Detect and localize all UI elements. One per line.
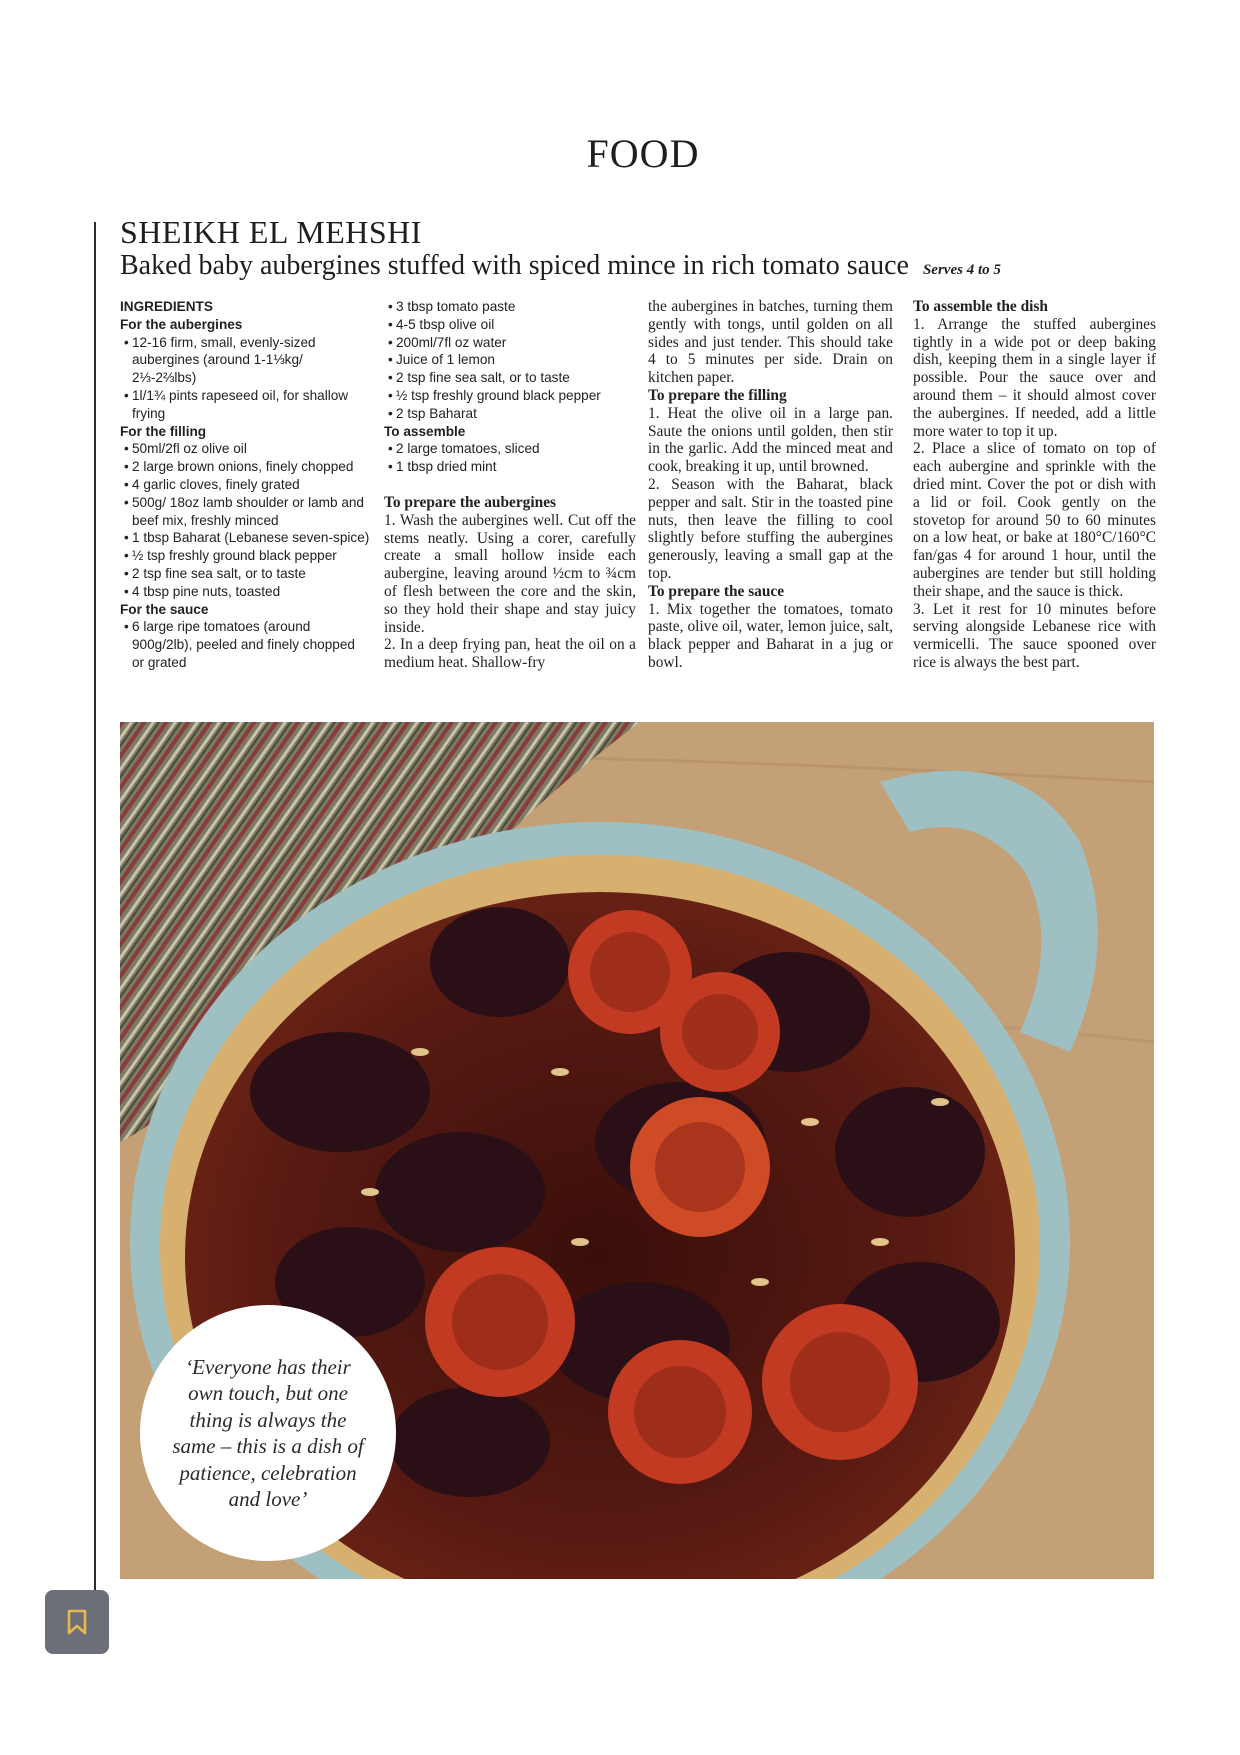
- list-item: • 2 tsp fine sea salt, or to taste: [120, 565, 370, 583]
- aubergines-heading: For the aubergines: [120, 316, 243, 332]
- sauce-list-part-1: [120, 618, 370, 671]
- list-item: • 4-5 tbsp olive oil: [384, 316, 636, 334]
- list-item: • 4 tbsp pine nuts, toasted: [120, 583, 370, 601]
- list-item: • 200ml/7fl oz water: [384, 334, 636, 352]
- method-aubergines-heading: To prepare the aubergines: [384, 493, 557, 511]
- column-3: [648, 298, 893, 672]
- vertical-rule: [94, 222, 96, 1599]
- method-step: 1. Mix together the tomatoes, tomato paste, olive oil, water, lemon juice, salt, black pepper and Baharat in a jug or bowl.: [648, 600, 893, 671]
- recipe-title: SHEIKH EL MEHSHI: [120, 214, 422, 250]
- method-step: the aubergines in batches, turning them gently with tongs, until golden on all sides and just tender. This should take 4 to 5 minutes per side. Drain on kitchen paper.: [648, 298, 893, 387]
- column-2: [384, 298, 636, 672]
- method-step: 1. Heat the olive oil in a large pan. Saute the onions until golden, then stir in the garlic. Add the minced meat and cook, breaking it up, until browned.: [648, 404, 893, 476]
- method-sauce-heading: To prepare the sauce: [648, 582, 785, 600]
- list-item: • 1 tbsp dried mint: [384, 458, 636, 476]
- ingredients-column-1: [120, 298, 370, 672]
- method-step: 1. Wash the aubergines well. Cut off the stems neatly. Using a corer, carefully create a small hollow inside each aubergine, leaving around ½cm to ¾cm of flesh between the core and the skin, so they hold their shape and stay juicy inside.: [384, 511, 636, 636]
- method-aubergines: [384, 494, 636, 672]
- filling-heading: For the filling: [120, 423, 207, 439]
- list-item: • 1 tbsp Baharat (Lebanese seven-spice): [120, 529, 370, 547]
- method-step: 2. Place a slice of tomato on top of each aubergine and sprinkle with the dried mint. Cover the pot or dish with a lid or foil. Cook gently on the stovetop for around 50 to 60 minutes on a low heat, or bake at 180°C/160°C fan/gas 4 for around 1 hour, until the aubergines are tender but still holding their shape, and the sauce is thick.: [913, 440, 1156, 600]
- list-item: • 2 large brown onions, finely chopped: [120, 458, 370, 476]
- sauce-heading: For the sauce: [120, 601, 209, 617]
- pull-quote: [140, 1305, 396, 1561]
- column-4: [913, 298, 1156, 672]
- bookmark-icon: [64, 1608, 90, 1636]
- list-item: • 3 tbsp tomato paste: [384, 298, 636, 316]
- method-assemble-heading: To assemble the dish: [913, 298, 1048, 315]
- method-step: 2. Season with the Baharat, black pepper and salt. Stir in the toasted pine nuts, then leave the filling to cool slightly before stuffing the aubergines generously, leaving a small gap at the top.: [648, 475, 893, 582]
- aubergines-list: [120, 334, 370, 423]
- list-item: • 6 large ripe tomatoes (around 900g/2lb), peeled and finely chopped or grated: [120, 618, 370, 671]
- list-item: • Juice of 1 lemon: [384, 351, 636, 369]
- list-item: • 500g/ 18oz lamb shoulder or lamb and beef mix, freshly minced: [120, 494, 370, 530]
- method-step: 3. Let it rest for 10 minutes before serving alongside Lebanese rice with vermicelli. The sauce spooned over rice is always the best part.: [913, 600, 1156, 671]
- list-item: • 2 large tomatoes, sliced: [384, 440, 636, 458]
- subtitle-line: [120, 250, 1001, 282]
- list-item: • 2 tsp fine sea salt, or to taste: [384, 369, 636, 387]
- list-item: • 12-16 firm, small, evenly-sized aubergines (around 1-1⅓kg/ 2⅓-2⅔lbs): [120, 334, 370, 387]
- list-item: • 2 tsp Baharat: [384, 405, 636, 423]
- ingredients-heading: INGREDIENTS: [120, 299, 213, 314]
- section-title: FOOD: [586, 131, 700, 176]
- list-item: • ½ tsp freshly ground black pepper: [120, 547, 370, 565]
- pull-quote-text: ‘Everyone has their own touch, but one thing is always the same – this is a dish of patience, celebration and love’: [172, 1354, 364, 1511]
- assemble-list: [384, 440, 636, 476]
- list-item: • 50ml/2fl oz olive oil: [120, 440, 370, 458]
- filling-list: [120, 440, 370, 600]
- method-step: 1. Arrange the stuffed aubergines tightly in a wide pot or deep baking dish, keeping them in a single layer if possible. Pour the sauce over and around them – it should almost cover the aubergines. If needed, add a little more water to top it up.: [913, 315, 1156, 440]
- bookmark-button[interactable]: [45, 1590, 109, 1654]
- method-filling-heading: To prepare the filling: [648, 386, 787, 404]
- list-item: • 4 garlic cloves, finely grated: [120, 476, 370, 494]
- serves-label: Serves 4 to 5: [922, 262, 1001, 278]
- sauce-list-part-2: [384, 298, 636, 423]
- list-item: • ½ tsp freshly ground black pepper: [384, 387, 636, 405]
- list-item: • 1l/1¾ pints rapeseed oil, for shallow frying: [120, 387, 370, 423]
- recipe-subtitle: Baked baby aubergines stuffed with spiced mince in rich tomato sauce: [120, 250, 909, 281]
- assemble-heading: To assemble: [384, 423, 466, 439]
- method-step: 2. In a deep frying pan, heat the oil on a medium heat. Shallow-fry: [384, 636, 636, 672]
